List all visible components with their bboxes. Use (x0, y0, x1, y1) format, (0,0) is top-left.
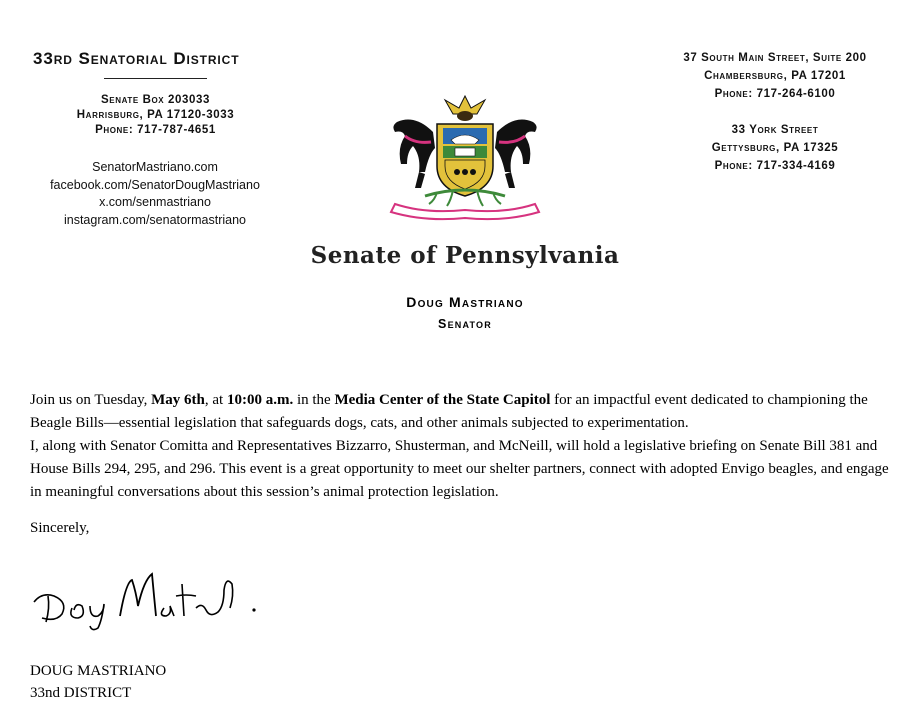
gettysburg-phone: Phone: 717-334-4169 (714, 160, 836, 172)
p1-text-c: in the (293, 392, 335, 408)
closing: Sincerely, (30, 520, 90, 536)
event-date: May 6th (151, 392, 205, 408)
social-links (20, 159, 290, 229)
instagram-link[interactable]: instagram.com/senatormastriano (63, 212, 247, 227)
event-time: 10:00 a.m. (226, 392, 294, 408)
chambersburg-street: 37 South Main Street, Suite 200 (683, 52, 867, 64)
district-heading: 33rd Senatorial District (33, 49, 240, 68)
district-divider (104, 78, 207, 79)
office-spacer (640, 103, 910, 121)
harrisburg-phone: Phone: 717-787-4651 (95, 124, 216, 136)
signer-district: 33nd DISTRICT (30, 685, 132, 701)
p1-text-d: for an impactful event dedicated to championing the Beagle Bills—essential legislation that safeguards dogs, cats, and other animals subjected to experimentation. (30, 392, 868, 431)
senator-role: Senator (438, 317, 492, 331)
senate-box: Senate Box 203033 (100, 94, 211, 106)
gettysburg-city: Gettysburg, PA 17325 (711, 142, 839, 154)
chambersburg-city: Chambersburg, PA 17201 (704, 70, 846, 82)
facebook-link[interactable]: facebook.com/SenatorDougMastriano (50, 177, 260, 192)
pennsylvania-coat-of-arms-icon (375, 92, 555, 222)
p1-text-b: , at (204, 392, 227, 408)
harrisburg-city: Harrisburg, PA 17120-3033 (76, 109, 235, 121)
chambersburg-phone: Phone: 717-264-6100 (714, 88, 836, 100)
senate-title: Senate of Pennsylvania (310, 242, 620, 269)
paragraph-2: I, along with Senator Comitta and Representatives Bizzarro, Shusterman, and McNeill, will hold a legislative briefing on Senate Bill 381 and House Bills 294, 295, and 296. This event is a great opportunity to meet our shelter partners, connect with adopted Envigo beagles, and engage in meaningful conversations about this session’s animal protection legislation. (30, 438, 889, 500)
letter-body (30, 389, 900, 504)
x-link[interactable]: x.com/senmastriano (99, 195, 211, 209)
district-offices-block (640, 49, 910, 175)
website-link[interactable]: SenatorMastriano.com (92, 160, 218, 174)
signature-block (30, 660, 166, 704)
gettysburg-street: 33 York Street (731, 124, 819, 136)
signer-name: DOUG MASTRIANO (30, 663, 167, 679)
event-place: Media Center of the State Capitol (334, 392, 551, 408)
paragraph-1 (30, 389, 900, 435)
p1-text-a: Join us on Tuesday, (30, 392, 152, 408)
handwritten-signature-icon (28, 562, 278, 634)
harrisburg-office-block (43, 93, 268, 138)
senator-name: Doug Mastriano (406, 294, 524, 310)
